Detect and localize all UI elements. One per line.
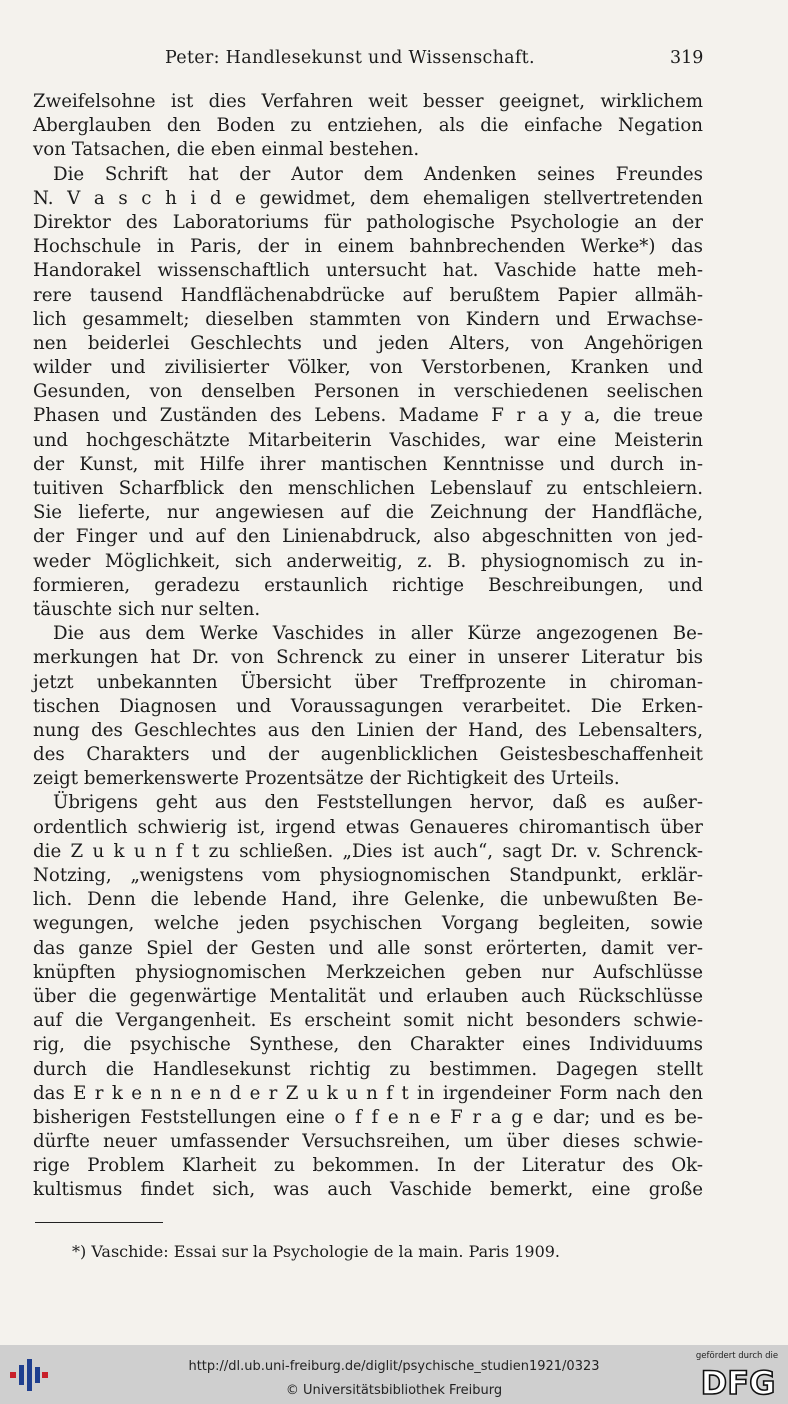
text-line: Aberglauben den Boden zu entziehen, als die einfache Negation [33,115,703,137]
text-line: von Tatsachen, die eben einmal bestehen. [33,139,420,161]
dfg-funding-badge [694,1351,780,1401]
text-line: tischen Diagnosen und Voraussagungen verarbeitet. Die Erken- [33,695,703,717]
text-line: tuitiven Scharfblick den menschlichen Lebenslauf zu entschleiern. [33,478,703,499]
text-line: Direktor des Laboratoriums für pathologische Psychologie an der [33,211,703,233]
text-line: Gesunden, von denselben Personen in verschiedenen seelischen [33,381,703,403]
viewer-footer [0,1345,788,1404]
text-line: dürfte neuer umfassender Versuchsreihen, um über dieses schwie- [33,1131,703,1153]
page-number: 319 [670,48,704,68]
text-line: das E r k e n n e n d e r Z u k u n f t in irgendeiner Form nach den [33,1082,703,1104]
text-line: bisherigen Feststellungen eine o f f e n e F r a g e dar; und es be- [33,1106,703,1128]
text-line: Die Schrift hat der Autor dem Andenken seines Freundes [53,163,703,185]
text-line: rig, die psychische Synthese, den Charakter eines Individuums [33,1034,703,1056]
text-line: formieren, geradezu erstaunlich richtige Beschreibungen, und [33,574,703,596]
text-line: Phasen und Zuständen des Lebens. Madame F r a y a, die treue [33,405,703,427]
text-line: die Z u k u n f t zu schließen. „Dies ist auch“, sagt Dr. v. Schrenck- [33,840,703,862]
dfg-logo-text: DFG [700,1364,776,1399]
text-line: lich. Denn die lebende Hand, ihre Gelenke, die unbewußten Be- [33,889,703,911]
text-line: Notzing, „wenigstens vom physiognomischen Standpunkt, erklär- [33,865,703,886]
text-line: Zweifelsohne ist dies Verfahren weit besser geeignet, wirklichem [33,91,703,112]
dfg-note: gefördert durch die [695,1351,779,1361]
text-line: Handorakel wissenschaftlich untersucht hat. Vaschide hatte meh- [33,260,703,282]
text-line: jetzt unbekannten Übersicht über Treffprozente in chiroman- [33,671,703,693]
text-line: nung des Geschlechtes aus den Linien der Hand, des Lebensalters, [33,719,703,741]
text-line: des Charakters und der augenblicklichen Geistesbeschaffenheit [33,744,703,766]
text-line: Übrigens geht aus den Feststellungen hervor, daß es außer- [53,792,703,814]
text-line: weder Möglichkeit, sich anderweitig, z. B. physiognomisch zu in- [33,550,703,572]
text-line: Die aus dem Werke Vaschides in aller Kürze angezogenen Be- [53,623,703,645]
text-line: wilder und zivilisierter Völker, von Verstorbenen, Kranken und [33,357,703,379]
text-line: merkungen hat Dr. von Schrenck zu einer in unserer Literatur bis [33,647,703,669]
running-title: Peter: Handlesekunst und Wissenschaft. [165,48,535,68]
text-line: auf die Vergangenheit. Es erscheint somit nicht besonders schwie- [33,1010,703,1032]
text-line: über die gegenwärtige Mentalität und erlauben auch Rückschlüsse [33,985,703,1007]
text-line: rige Problem Klarheit zu bekommen. In der Literatur des Ok- [33,1155,703,1177]
text-line: Sie lieferte, nur angewiesen auf die Zeichnung der Handfläche, [33,502,703,524]
text-line: wegungen, welche jeden psychischen Vorgang begleiten, sowie [33,913,703,935]
text-line: der Finger und auf den Linienabdruck, also abgeschnitten von jed- [33,526,703,548]
footnote: *) Vaschide: Essai sur la Psychologie de la main. Paris 1909. [72,1242,561,1261]
copyright-notice: © Universitätsbibliothek Freiburg [285,1383,503,1398]
text-line: Hochschule in Paris, der in einem bahnbrechenden Werke*) das [33,236,703,258]
text-line: der Kunst, mit Hilfe ihrer mantischen Kenntnisse und durch in- [33,453,703,475]
text-line: täuschte sich nur selten. [33,598,261,620]
body-text [33,90,703,1203]
text-line: rere tausend Handflächenabdrücke auf berußtem Papier allmäh- [33,284,703,306]
text-line: das ganze Spiel der Gesten und alle sonst erörterten, damit ver- [33,937,703,959]
text-line: knüpften physiognomischen Merkzeichen geben nur Aufschlüsse [33,961,703,983]
text-line: und hochgeschätzte Mitarbeiterin Vaschides, war eine Meisterin [33,429,703,451]
text-line: lich gesammelt; dieselben stammten von Kindern und Erwachse- [33,308,703,330]
document-url[interactable]: http://dl.ub.uni-freiburg.de/diglit/psychische_studien1921/0323 [188,1359,600,1374]
text-line: nen beiderlei Geschlechts und jeden Alters, von Angehörigen [33,332,703,354]
running-head [0,48,788,76]
text-line: N. V a s c h i d e gewidmet, dem ehemaligen stellvertretenden [33,187,703,209]
text-line: durch die Handlesekunst richtig zu bestimmen. Dagegen stellt [33,1058,703,1080]
text-line: zeigt bemerkenswerte Prozentsätze der Richtigkeit des Urteils. [33,768,620,790]
text-line: kultismus findet sich, was auch Vaschide bemerkt, eine große [33,1179,703,1201]
dfg-logo-icon [700,1363,776,1399]
footnote-rule [35,1222,163,1223]
text-line: ordentlich schwierig ist, irgend etwas Genaueres chiromantisch über [33,816,703,838]
